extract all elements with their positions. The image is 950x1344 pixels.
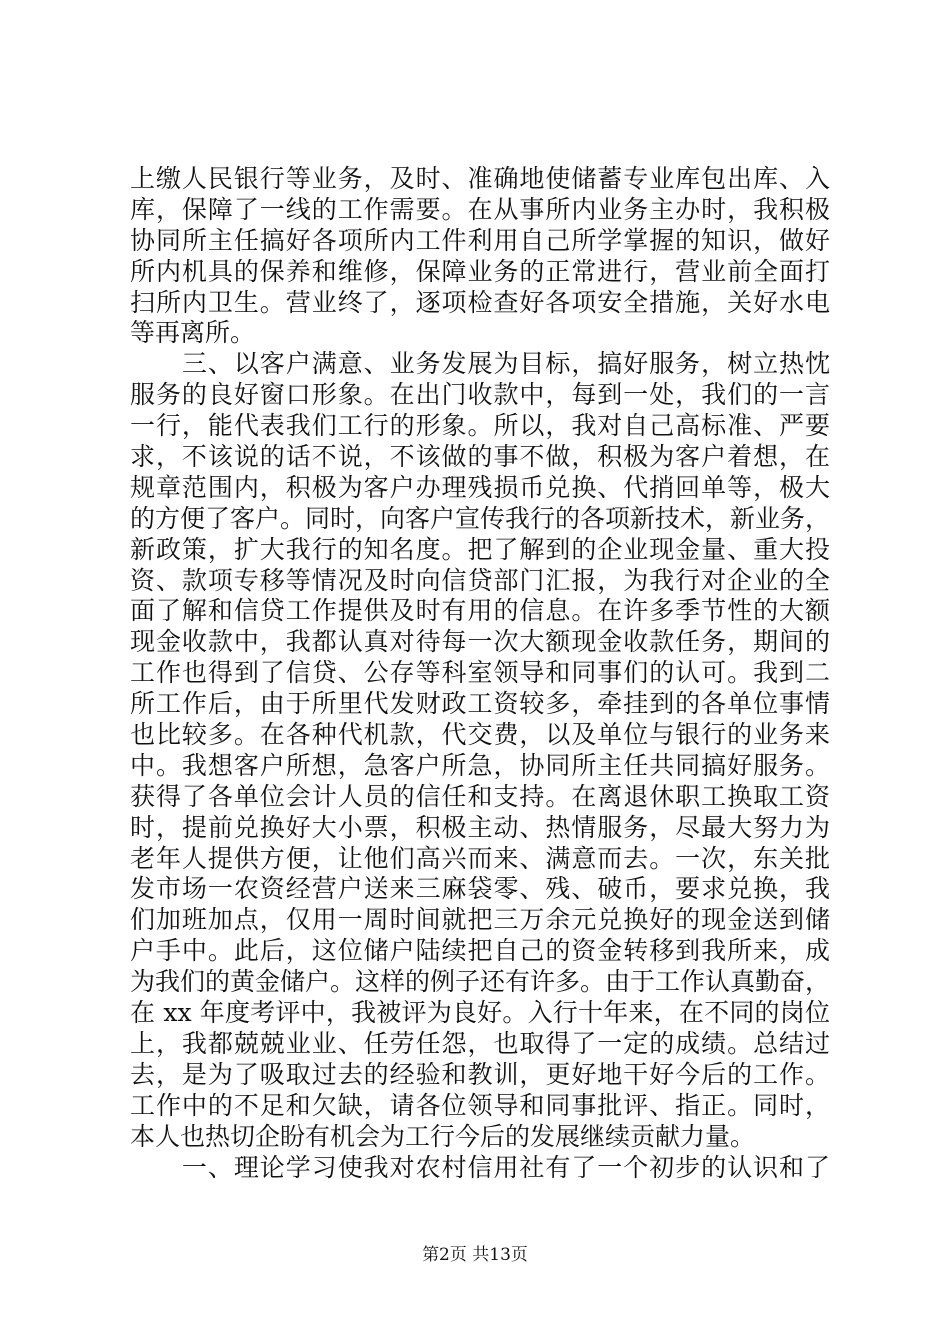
text-line: 新政策，扩大我行的知名度。把了解到的企业现金量、重大投 — [130, 534, 830, 564]
text-line: 三、以客户满意、业务发展为目标，搞好服务，树立热忱 — [130, 349, 830, 379]
text-line: 工作也得到了信贷、公存等科室领导和同事们的认可。我到二 — [130, 658, 830, 688]
text-line: 所工作后，由于所里代发财政工资较多，牵挂到的各单位事情 — [130, 689, 830, 719]
text-line: 一、理论学习使我对农村信用社有了一个初步的认识和了 — [130, 1152, 830, 1182]
body-text — [130, 164, 830, 1183]
text-line: 老年人提供方便，让他们高兴而来、满意而去。一次，东关批 — [130, 843, 830, 873]
text-line: 现金收款中，我都认真对待每一次大额现金收款任务，期间的 — [130, 627, 830, 657]
text-line: 一行，能代表我们工行的形象。所以，我对自己高标准、严要 — [130, 411, 830, 441]
text-line: 所内机具的保养和维修，保障业务的正常进行，营业前全面打 — [130, 256, 830, 286]
text-line: 发市场一农资经营户送来三麻袋零、残、破币，要求兑换，我 — [130, 874, 830, 904]
text-line: 等再离所。 — [130, 318, 256, 348]
text-line: 协同所主任搞好各项所内工件利用自己所学掌握的知识，做好 — [130, 225, 830, 255]
text-line: 的方便了客户。同时，向客户宣传我行的各项新技术，新业务， — [130, 503, 830, 533]
text-line: 也比较多。在各种代机款，代交费，以及单位与银行的业务来 — [130, 720, 830, 750]
text-line: 上，我都兢兢业业、任劳任怨，也取得了一定的成绩。总结过 — [130, 1028, 830, 1058]
page-footer: 第2页 共13页 — [422, 1245, 528, 1265]
text-line: 上缴人民银行等业务，及时、准确地使储蓄专业库包出库、入 — [130, 164, 830, 193]
text-line: 去，是为了吸取过去的经验和教训，更好地干好今后的工作。 — [130, 1059, 830, 1089]
text-line: 们加班加点，仅用一周时间就把三万余元兑换好的现金送到储 — [130, 905, 830, 935]
text-line: 工作中的不足和欠缺，请各位领导和同事批评、指正。同时， — [130, 1090, 830, 1120]
text-line: 库，保障了一线的工作需要。在从事所内业务主办时，我积极 — [130, 194, 830, 224]
text-line: 规章范围内，积极为客户办理残损币兑换、代捎回单等，极大 — [130, 472, 830, 502]
text-line: 扫所内卫生。营业终了，逐项检查好各项安全措施，关好水电 — [130, 287, 830, 317]
text-line: 本人也热切企盼有机会为工行今后的发展继续贡献力量。 — [130, 1121, 756, 1151]
text-line: 资、款项专移等情况及时向信贷部门汇报，为我行对企业的全 — [130, 565, 830, 595]
text-line: 时，提前兑换好大小票，积极主动、热情服务，尽最大努力为 — [130, 812, 830, 842]
text-line: 获得了各单位会计人员的信任和支持。在离退休职工换取工资 — [130, 781, 830, 811]
text-line: 中。我想客户所想，急客户所急，协同所主任共同搞好服务。 — [130, 750, 830, 780]
text-line: 为我们的黄金储户。这样的例子还有许多。由于工作认真勤奋， — [130, 967, 830, 997]
text-line: 服务的良好窗口形象。在出门收款中，每到一处，我们的一言 — [130, 380, 830, 410]
text-line: 面了解和信贷工作提供及时有用的信息。在许多季节性的大额 — [130, 596, 830, 626]
text-line: 户手中。此后，这位储户陆续把自己的资金转移到我所来，成 — [130, 936, 830, 966]
text-line: 求，不该说的话不说，不该做的事不做，积极为客户着想，在 — [130, 442, 830, 472]
text-line: 在 xx 年度考评中，我被评为良好。入行十年来，在不同的岗位 — [130, 998, 830, 1028]
